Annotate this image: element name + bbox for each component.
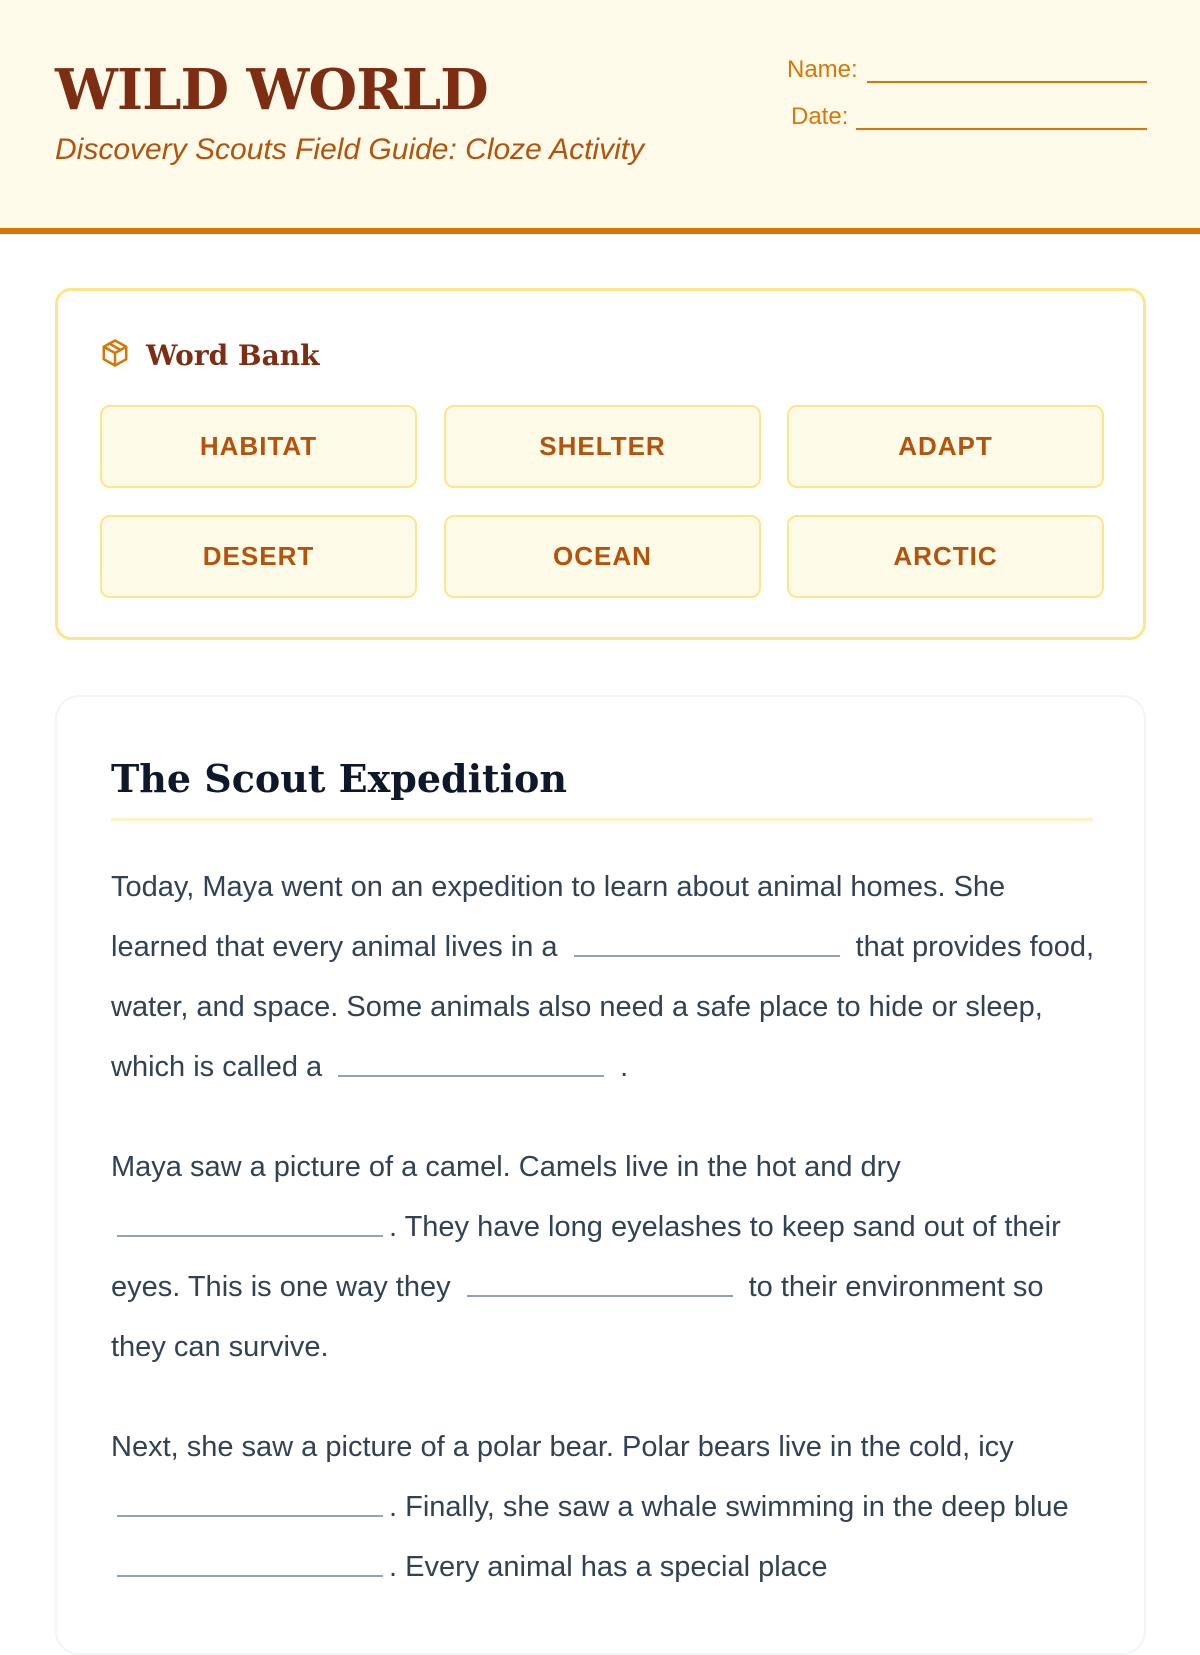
name-label: Name: [787,56,858,83]
page-title: WILD WORLD [55,57,488,123]
story-title: The Scout Expedition [111,756,567,801]
story-card [55,695,1146,1655]
word-chip[interactable]: OCEAN [444,515,761,598]
word-chip[interactable]: ADAPT [787,405,1104,488]
word-bank-heading [100,335,319,375]
word-chip[interactable]: HABITAT [100,405,417,488]
story-paragraph [111,857,1101,1097]
blank-input[interactable] [117,1515,383,1517]
blank-input[interactable] [574,955,840,957]
page-subtitle: Discovery Scouts Field Guide: Cloze Activity [55,133,645,166]
story-text: Today, Maya went on an expedition to learn about animal homes. She learned that every animal lives in a [111,871,1006,963]
word-chip[interactable]: DESERT [100,515,417,598]
cube-icon [100,338,130,373]
word-chip[interactable]: SHELTER [444,405,761,488]
name-field[interactable] [787,54,858,86]
story-divider [111,818,1093,821]
word-chip[interactable]: ARCTIC [787,515,1104,598]
blank-input[interactable] [117,1575,383,1577]
word-bank [55,288,1146,640]
story-paragraph [111,1417,1101,1597]
story-text: Next, she saw a picture of a polar bear. Polar bears live in the cold, icy [111,1431,1014,1463]
name-line[interactable] [867,81,1147,83]
blank-input[interactable] [467,1295,733,1297]
story-paragraph [111,1137,1101,1377]
blank-input[interactable] [117,1235,383,1237]
story-text: . [620,1051,629,1083]
story-text: to their environment so they can survive. [111,1271,1044,1363]
story-text: . Finally, she saw a whale swimming in the deep blue [389,1491,1069,1523]
story-body [111,857,1101,1637]
story-text: . They have long eyelashes to keep sand out of their eyes. This is one way they [111,1211,1061,1303]
story-text: Maya saw a picture of a camel. Camels live in the hot and dry [111,1151,901,1183]
date-field[interactable] [791,101,848,133]
word-bank-title: Word Bank [146,338,320,372]
story-text: that provides food, water, and space. Some animals also need a safe place to hide or sleep, which is called a [111,931,1095,1083]
worksheet-header [0,0,1200,234]
blank-input[interactable] [338,1075,604,1077]
date-label: Date: [791,103,849,130]
date-line[interactable] [856,128,1147,130]
story-text: . Every animal has a special place [389,1551,828,1583]
